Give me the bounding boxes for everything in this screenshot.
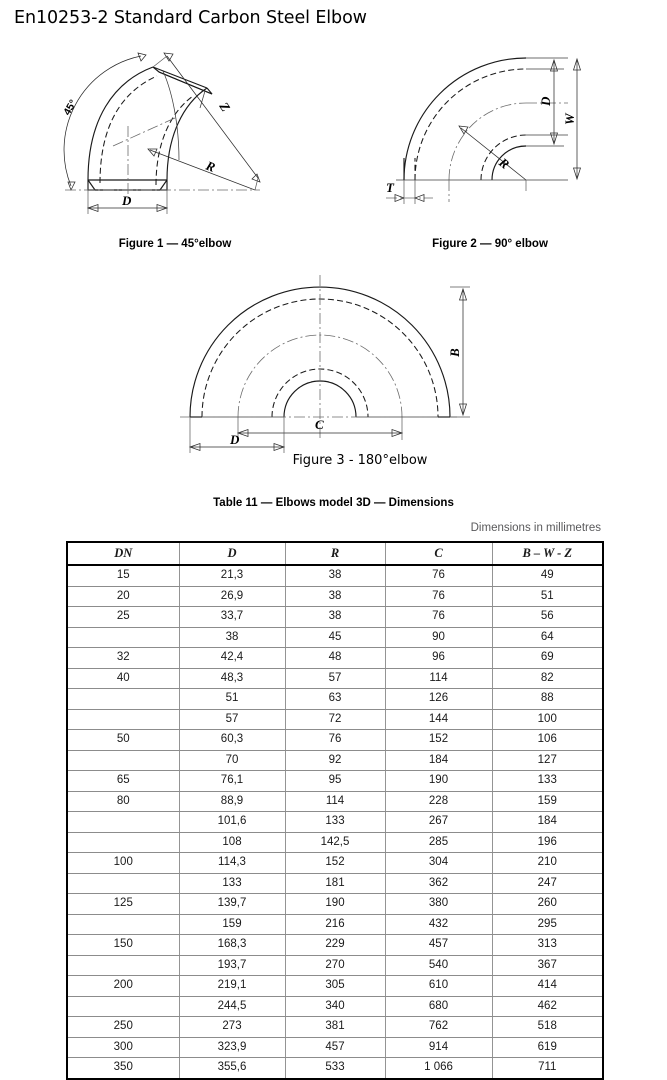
cell-bwz: 69 [492, 648, 603, 669]
cell-d: 244,5 [179, 996, 285, 1017]
figure-180-degree-elbow [160, 265, 480, 450]
cell-c: 126 [385, 689, 492, 710]
cell-d: 168,3 [179, 935, 285, 956]
cell-bwz: 367 [492, 955, 603, 976]
table-row [67, 894, 603, 915]
table-row [67, 976, 603, 997]
table-row [67, 935, 603, 956]
cell-c: 228 [385, 791, 492, 812]
cell-r: 457 [285, 1037, 385, 1058]
cell-bwz: 260 [492, 894, 603, 915]
table-row [67, 873, 603, 894]
cell-bwz: 711 [492, 1058, 603, 1079]
cell-c: 96 [385, 648, 492, 669]
column-header-dn: DN [67, 542, 179, 565]
cell-dn: 32 [67, 648, 179, 669]
cell-r: 38 [285, 586, 385, 607]
cell-dn: 250 [67, 1017, 179, 1038]
cell-r: 305 [285, 976, 385, 997]
cell-c: 190 [385, 771, 492, 792]
cell-r: 95 [285, 771, 385, 792]
cell-r: 229 [285, 935, 385, 956]
cell-bwz: 414 [492, 976, 603, 997]
cell-r: 181 [285, 873, 385, 894]
cell-bwz: 88 [492, 689, 603, 710]
cell-c: 76 [385, 565, 492, 586]
cell-dn: 40 [67, 668, 179, 689]
table-row [67, 607, 603, 628]
cell-bwz: 184 [492, 812, 603, 833]
label-t: T [386, 180, 394, 195]
label-d: D [230, 432, 240, 447]
table-row [67, 648, 603, 669]
cell-d: 26,9 [179, 586, 285, 607]
cell-c: 380 [385, 894, 492, 915]
label-radius-r: R [496, 154, 513, 172]
cell-dn: 20 [67, 586, 179, 607]
cell-r: 48 [285, 648, 385, 669]
cell-bwz: 295 [492, 914, 603, 935]
column-header-bwz: B – W - Z [492, 542, 603, 565]
cell-dn: 300 [67, 1037, 179, 1058]
figure-90-degree-elbow [378, 32, 608, 212]
cell-bwz: 56 [492, 607, 603, 628]
cell-dn [67, 873, 179, 894]
cell-bwz: 100 [492, 709, 603, 730]
cell-r: 381 [285, 1017, 385, 1038]
cell-d: 193,7 [179, 955, 285, 976]
cell-c: 267 [385, 812, 492, 833]
cell-c: 362 [385, 873, 492, 894]
cell-d: 38 [179, 627, 285, 648]
cell-c: 432 [385, 914, 492, 935]
cell-c: 114 [385, 668, 492, 689]
cell-bwz: 462 [492, 996, 603, 1017]
cell-d: 51 [179, 689, 285, 710]
figure-2-caption: Figure 2 — 90° elbow [432, 238, 548, 250]
figure-45-degree-elbow [55, 38, 295, 213]
cell-dn: 50 [67, 730, 179, 751]
cell-d: 219,1 [179, 976, 285, 997]
cell-d: 60,3 [179, 730, 285, 751]
label-c: C [315, 417, 324, 432]
cell-bwz: 127 [492, 750, 603, 771]
cell-dn [67, 627, 179, 648]
cell-c: 762 [385, 1017, 492, 1038]
cell-bwz: 106 [492, 730, 603, 751]
cell-d: 57 [179, 709, 285, 730]
cell-c: 184 [385, 750, 492, 771]
cell-r: 45 [285, 627, 385, 648]
figure-3-caption: Figure 3 - 180°elbow [292, 453, 428, 468]
cell-r: 38 [285, 565, 385, 586]
table-row [67, 955, 603, 976]
cell-d: 355,6 [179, 1058, 285, 1079]
cell-c: 76 [385, 607, 492, 628]
cell-bwz: 247 [492, 873, 603, 894]
cell-d: 101,6 [179, 812, 285, 833]
column-header-c: C [385, 542, 492, 565]
cell-dn: 80 [67, 791, 179, 812]
cell-bwz: 49 [492, 565, 603, 586]
cell-c: 304 [385, 853, 492, 874]
cell-dn: 125 [67, 894, 179, 915]
cell-bwz: 196 [492, 832, 603, 853]
table-row [67, 730, 603, 751]
table-row [67, 996, 603, 1017]
cell-bwz: 210 [492, 853, 603, 874]
cell-c: 76 [385, 586, 492, 607]
figure-1-caption: Figure 1 — 45°elbow [118, 238, 232, 250]
label-b: B [447, 348, 462, 357]
label-d: D [538, 96, 553, 106]
table-row [67, 812, 603, 833]
cell-bwz: 159 [492, 791, 603, 812]
elbow-dimensions-table [66, 541, 604, 1080]
table-row [67, 668, 603, 689]
table-row [67, 1017, 603, 1038]
cell-bwz: 82 [492, 668, 603, 689]
label-45-degree: 45° [61, 97, 80, 118]
cell-r: 142,5 [285, 832, 385, 853]
cell-c: 457 [385, 935, 492, 956]
cell-bwz: 313 [492, 935, 603, 956]
cell-bwz: 64 [492, 627, 603, 648]
cell-d: 108 [179, 832, 285, 853]
column-header-d: D [179, 542, 285, 565]
cell-d: 273 [179, 1017, 285, 1038]
cell-r: 38 [285, 607, 385, 628]
cell-r: 133 [285, 812, 385, 833]
cell-d: 114,3 [179, 853, 285, 874]
cell-bwz: 51 [492, 586, 603, 607]
cell-r: 92 [285, 750, 385, 771]
cell-c: 610 [385, 976, 492, 997]
cell-d: 133 [179, 873, 285, 894]
cell-dn [67, 689, 179, 710]
cell-dn [67, 996, 179, 1017]
table-row [67, 1058, 603, 1079]
cell-c: 680 [385, 996, 492, 1017]
cell-dn: 15 [67, 565, 179, 586]
cell-c: 152 [385, 730, 492, 751]
cell-bwz: 133 [492, 771, 603, 792]
cell-c: 540 [385, 955, 492, 976]
cell-c: 90 [385, 627, 492, 648]
cell-r: 114 [285, 791, 385, 812]
table-row [67, 1037, 603, 1058]
cell-d: 76,1 [179, 771, 285, 792]
label-d: D [122, 193, 132, 208]
label-w: W [562, 113, 577, 125]
cell-r: 76 [285, 730, 385, 751]
cell-d: 139,7 [179, 894, 285, 915]
cell-dn [67, 709, 179, 730]
table-row [67, 689, 603, 710]
cell-r: 152 [285, 853, 385, 874]
page-title: En10253-2 Standard Carbon Steel Elbow [14, 8, 367, 28]
cell-d: 48,3 [179, 668, 285, 689]
cell-bwz: 619 [492, 1037, 603, 1058]
table-row [67, 750, 603, 771]
cell-c: 285 [385, 832, 492, 853]
cell-d: 159 [179, 914, 285, 935]
table-row [67, 586, 603, 607]
cell-dn [67, 812, 179, 833]
cell-c: 144 [385, 709, 492, 730]
cell-d: 21,3 [179, 565, 285, 586]
table-header-row [67, 542, 603, 565]
cell-dn [67, 750, 179, 771]
label-radius-r: R [203, 157, 218, 175]
table-row [67, 791, 603, 812]
cell-bwz: 518 [492, 1017, 603, 1038]
table-row [67, 709, 603, 730]
cell-dn [67, 832, 179, 853]
cell-r: 340 [285, 996, 385, 1017]
cell-r: 72 [285, 709, 385, 730]
cell-r: 216 [285, 914, 385, 935]
cell-r: 533 [285, 1058, 385, 1079]
cell-dn: 100 [67, 853, 179, 874]
cell-dn: 150 [67, 935, 179, 956]
table-body [67, 565, 603, 1079]
cell-dn: 350 [67, 1058, 179, 1079]
cell-d: 33,7 [179, 607, 285, 628]
column-header-r: R [285, 542, 385, 565]
cell-dn: 200 [67, 976, 179, 997]
table-units-note: Dimensions in millimetres [470, 522, 601, 534]
cell-c: 1 066 [385, 1058, 492, 1079]
table-row [67, 565, 603, 586]
label-z: Z [216, 99, 234, 115]
table-row [67, 771, 603, 792]
table-title: Table 11 — Elbows model 3D — Dimensions [213, 497, 454, 509]
cell-d: 323,9 [179, 1037, 285, 1058]
cell-dn: 25 [67, 607, 179, 628]
table-row [67, 914, 603, 935]
table-row [67, 853, 603, 874]
table-row [67, 832, 603, 853]
cell-d: 42,4 [179, 648, 285, 669]
cell-dn [67, 914, 179, 935]
cell-dn [67, 955, 179, 976]
cell-r: 190 [285, 894, 385, 915]
cell-r: 57 [285, 668, 385, 689]
cell-r: 63 [285, 689, 385, 710]
cell-d: 88,9 [179, 791, 285, 812]
cell-dn: 65 [67, 771, 179, 792]
table-row [67, 627, 603, 648]
cell-r: 270 [285, 955, 385, 976]
cell-c: 914 [385, 1037, 492, 1058]
cell-d: 70 [179, 750, 285, 771]
